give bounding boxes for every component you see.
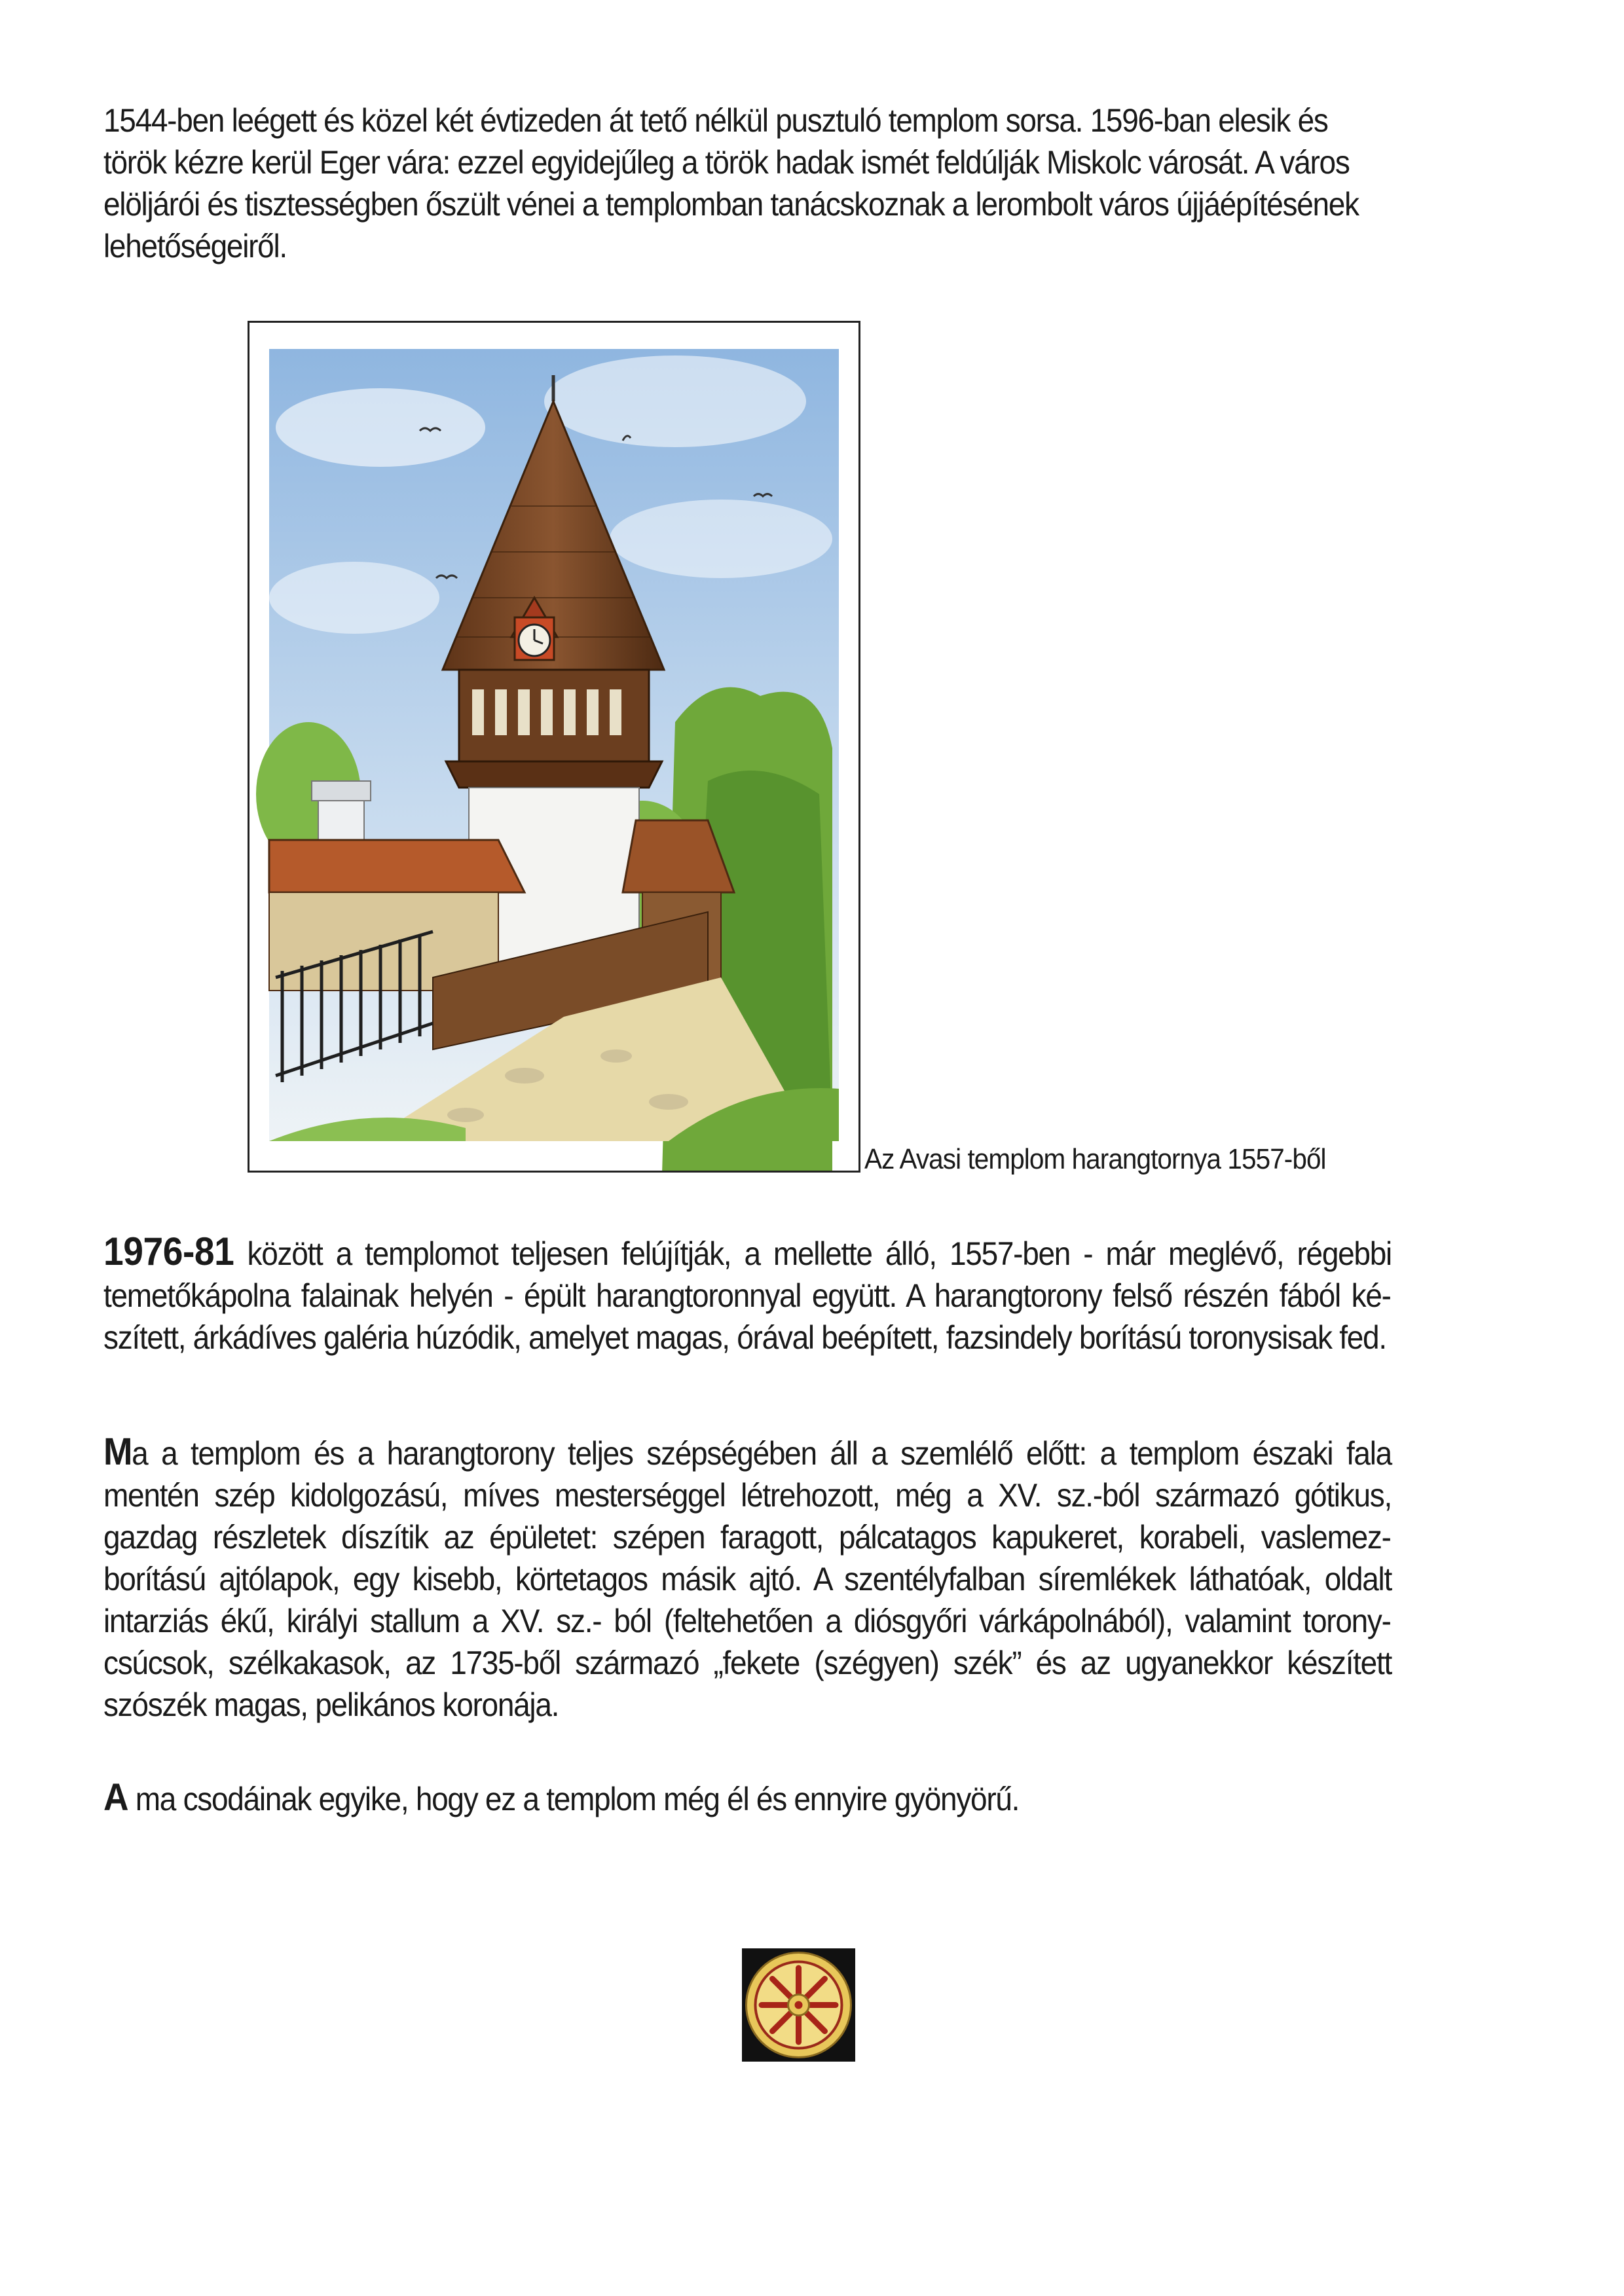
lead-letter-m: M: [103, 1430, 132, 1473]
renovation-text: között a templomot teljesen felújítják, a mellette álló, 1557-ben - már meglévő, régebbi temetőkápolna falainak helyén - épült harangtoronnyal együtt. A harangtorony felső részén fából készített, árkádíves galéria húzódik, amelyet magas, órával beépített, fazsindely borítású toronysisak fed.: [103, 1235, 1392, 1356]
lead-year: 1976-81: [103, 1230, 234, 1273]
lead-letter-a: A: [103, 1776, 128, 1819]
bell-tower-illustration: [248, 321, 860, 1173]
closing-paragraph: [103, 1777, 1392, 1820]
figure-caption: Az Avasi templom harangtornya 1557-ből: [864, 1143, 1326, 1175]
rose-window-emblem-icon: [742, 1948, 855, 2062]
bell-tower-drawing: [249, 323, 858, 1171]
closing-text: ma csodáinak egyike, hogy ez a templom még él és ennyire gyönyörű.: [128, 1781, 1020, 1817]
renovation-paragraph: [103, 1231, 1392, 1358]
present-day-text: a a templom és a harangtorony teljes szépségében áll a szemlélő előtt: a templom északi fala mentén szép kidolgozású, míves mesterséggel létrehozott, még a XV. sz.-ból származó gótikus, gazdag részletek díszítik az épületet: szépen faragott, pálcatagos kapukeret, korabeli, vaslemezborítású ajtólapok, egy kisebb, körtetagos másik ajtó. A szentélyfalban síremlékek láthatóak, oldalt intarziás ékű, királyi stallum a XV. sz.- ból (feltehetően a diósgyőri várkápolnából), valamint toronycsúcsok, szélkakasok, az 1735-ből származó „fekete (szégyen) szék” és az ugyanekkor készített szószék magas, pelikános koronája.: [103, 1435, 1392, 1723]
present-day-paragraph: [103, 1431, 1392, 1726]
intro-paragraph: 1544-ben leégett és közel két évtizeden át tető nélkül pusztuló templom sorsa. 1596-ban elesik és török kézre kerül Eger vára: ezzel egyidejűleg a török hadak ismét feldúlják Miskolc városát. A város elöljárói és tisztességben őszült vénei a templomban tanácskoznak a lerombolt város újjáépítésének lehetőségeiről.: [103, 102, 1359, 264]
